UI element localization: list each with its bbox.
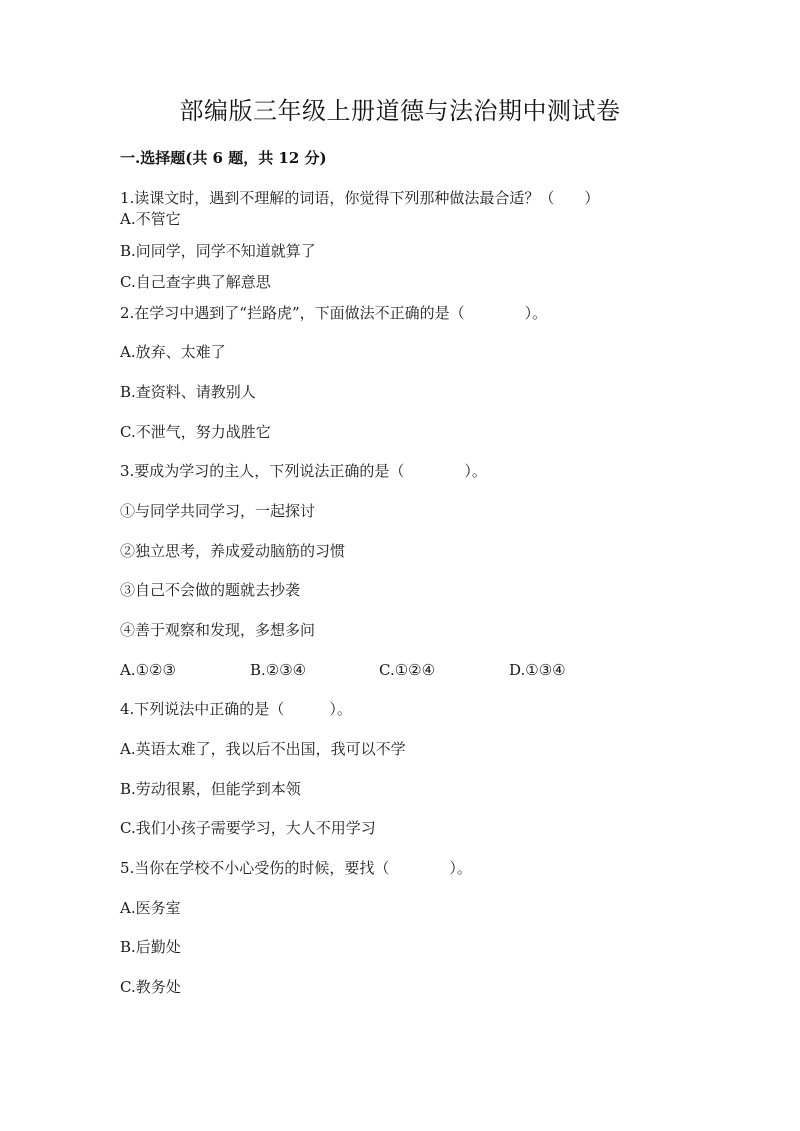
question-2-option-c: C.不泄气，努力战胜它 — [120, 423, 271, 441]
question-1-option-c: C.自己查字典了解意思 — [120, 273, 271, 291]
question-5-option-c: C.教务处 — [120, 978, 181, 996]
question-2-option-a: A.放弃、太难了 — [120, 343, 226, 361]
question-3-options-row — [120, 658, 720, 682]
question-1-stem: 1.读课文时，遇到不理解的词语，你觉得下列那种做法最合适？（ ） — [120, 189, 600, 207]
question-5-stem: 5.当你在学校不小心受伤的时候，要找（ ）。 — [120, 859, 472, 877]
question-3-stem: 3.要成为学习的主人，下列说法正确的是（ ）。 — [120, 462, 487, 480]
question-1-option-a: A.不管它 — [120, 210, 181, 228]
question-3-option-d: D.①③④ — [509, 661, 566, 679]
question-4-stem: 4.下列说法中正确的是（ ）。 — [120, 700, 352, 718]
question-3-option-a: A.①②③ — [120, 661, 176, 679]
question-3-statement-2: ②独立思考，养成爱动脑筋的习惯 — [120, 542, 346, 560]
question-4-option-b: B.劳动很累，但能学到本领 — [120, 780, 301, 798]
page-title: 部编版三年级上册道德与法治期中测试卷 — [179, 97, 621, 125]
section-heading: 一.选择题(共 6 题，共 12 分) — [120, 149, 327, 167]
question-1-option-b: B.问同学，同学不知道就算了 — [120, 242, 316, 260]
question-4-option-c: C.我们小孩子需要学习，大人不用学习 — [120, 819, 376, 837]
question-3-statement-3: ③自己不会做的题就去抄袭 — [120, 581, 301, 599]
question-3-option-c: C.①②④ — [379, 661, 436, 679]
question-5-option-a: A.医务室 — [120, 899, 181, 917]
question-3-option-b: B.②③④ — [250, 661, 307, 679]
question-2-option-b: B.查资料、请教别人 — [120, 383, 256, 401]
question-3-statement-1: ①与同学共同学习，一起探讨 — [120, 502, 316, 520]
question-3-statement-4: ④善于观察和发现，多想多问 — [120, 621, 316, 639]
question-5-option-b: B.后勤处 — [120, 938, 181, 956]
question-2-stem: 2.在学习中遇到了“拦路虎”，下面做法不正确的是（ ）。 — [120, 304, 548, 322]
question-4-option-a: A.英语太难了，我以后不出国，我可以不学 — [120, 740, 406, 758]
